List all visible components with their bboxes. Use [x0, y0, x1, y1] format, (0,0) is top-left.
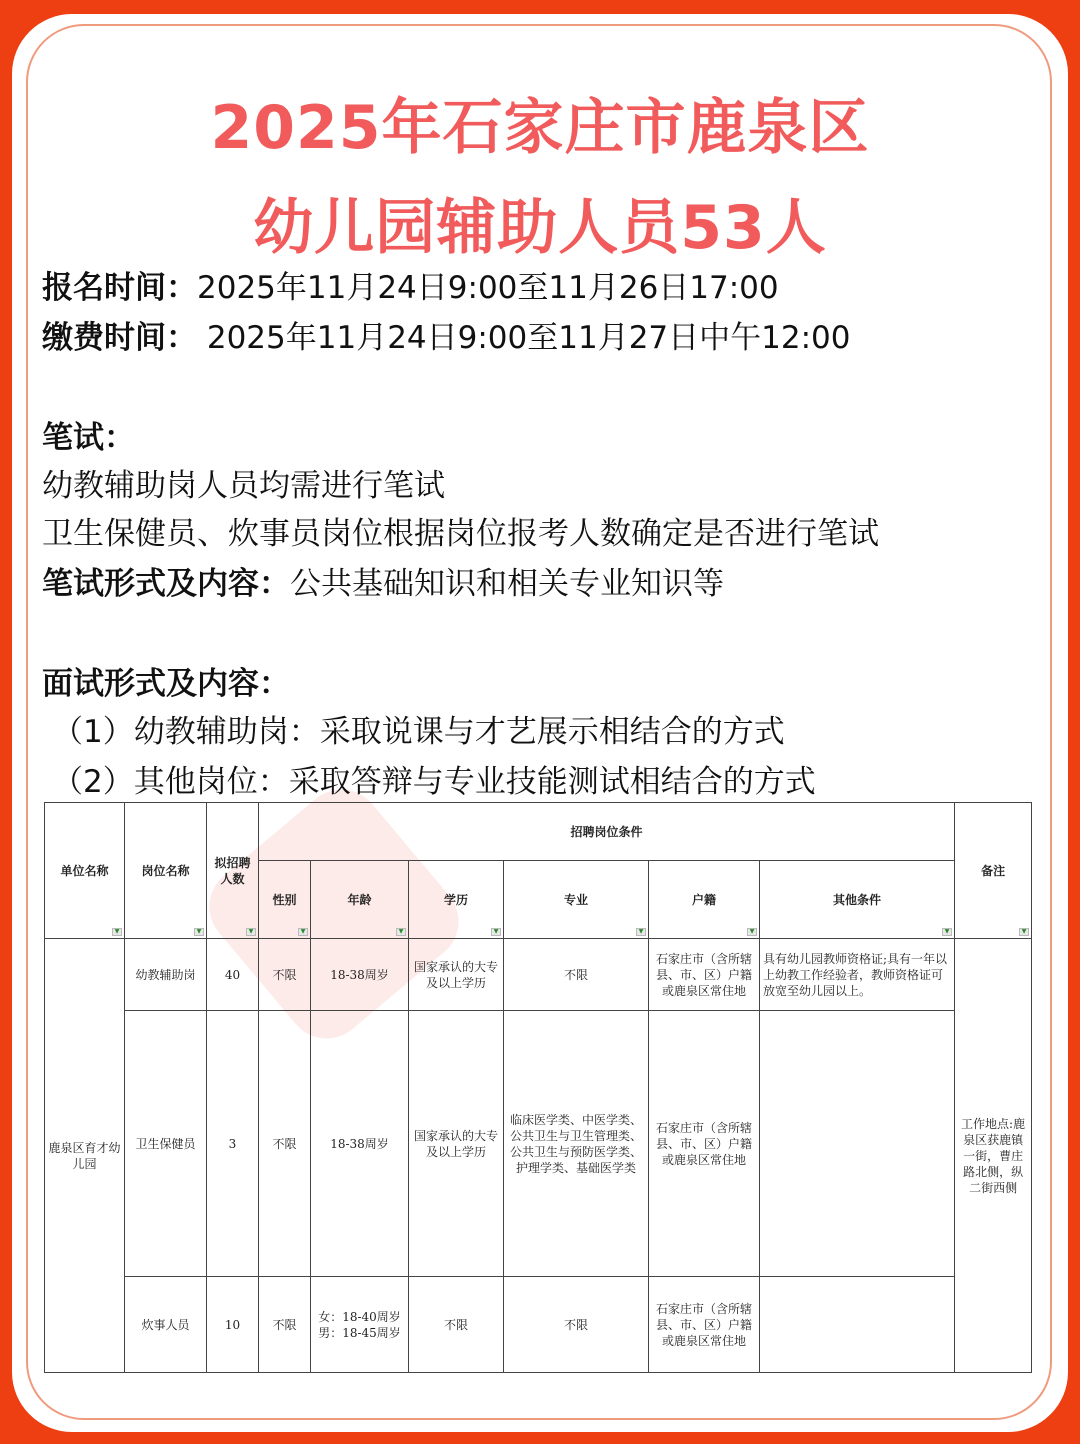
cell-age: 18-38周岁	[311, 939, 409, 1011]
cell-education: 国家承认的大专及以上学历	[409, 1011, 504, 1277]
cell-hukou: 石家庄市（含所辖县、市、区）户籍或鹿泉区常住地	[649, 1277, 760, 1373]
header-education: 学历 ▼	[409, 861, 504, 939]
header-note: 备注 ▼	[955, 803, 1032, 939]
cell-hukou: 石家庄市（含所辖县、市、区）户籍或鹿泉区常住地	[649, 939, 760, 1011]
cell-other: 具有幼儿园教师资格证;具有一年以上幼教工作经验者，教师资格证可放宽至幼儿园以上。	[760, 939, 955, 1011]
cell-major: 不限	[504, 939, 649, 1011]
cell-unit: 鹿泉区育才幼儿园	[45, 939, 125, 1373]
interview-item-2: （2）其他岗位：采取答辩与专业技能测试相结合的方式	[52, 764, 816, 800]
interview-item-1: （1）幼教辅助岗：采取说课与才艺展示相结合的方式	[52, 714, 785, 750]
cell-major: 不限	[504, 1277, 649, 1373]
cell-post: 幼教辅助岗	[125, 939, 207, 1011]
cell-other	[760, 1011, 955, 1277]
cell-gender: 不限	[259, 1277, 311, 1373]
header-major: 专业 ▼	[504, 861, 649, 939]
written-line-2: 卫生保健员、炊事员岗位根据岗位报考人数确定是否进行笔试	[42, 516, 879, 552]
cell-gender: 不限	[259, 939, 311, 1011]
registration-value: 2025年11月24日9:00至11月26日17:00	[197, 270, 779, 306]
header-other: 其他条件 ▼	[760, 861, 955, 939]
cell-count: 3	[207, 1011, 259, 1277]
table-row	[45, 1277, 1032, 1373]
filter-dropdown-icon[interactable]: ▼	[298, 928, 308, 936]
written-form	[42, 558, 724, 603]
header-age: 年龄 ▼	[311, 861, 409, 939]
filter-dropdown-icon[interactable]: ▼	[396, 928, 406, 936]
filter-dropdown-icon[interactable]: ▼	[942, 928, 952, 936]
header-unit: 单位名称 ▼	[45, 803, 125, 939]
header-conditions: 招聘岗位条件	[259, 803, 955, 861]
written-form-label: 笔试形式及内容：	[42, 566, 290, 602]
filter-dropdown-icon[interactable]: ▼	[1019, 928, 1029, 936]
cell-age: 女：18-40周岁 男：18-45周岁	[311, 1277, 409, 1373]
interview-heading: 面试形式及内容：	[42, 666, 290, 702]
cell-count: 10	[207, 1277, 259, 1373]
filter-dropdown-icon[interactable]: ▼	[112, 928, 122, 936]
header-gender: 性别 ▼	[259, 861, 311, 939]
cell-post: 卫生保健员	[125, 1011, 207, 1277]
filter-dropdown-icon[interactable]: ▼	[246, 928, 256, 936]
written-form-value: 公共基础知识和相关专业知识等	[290, 566, 724, 602]
cell-post: 炊事人员	[125, 1277, 207, 1373]
cell-hukou: 石家庄市（含所辖县、市、区）户籍或鹿泉区常住地	[649, 1011, 760, 1277]
cell-education: 不限	[409, 1277, 504, 1373]
cell-gender: 不限	[259, 1011, 311, 1277]
cell-age: 18-38周岁	[311, 1011, 409, 1277]
recruitment-table	[44, 802, 1032, 1373]
filter-dropdown-icon[interactable]: ▼	[747, 928, 757, 936]
written-line-1: 幼教辅助岗人员均需进行笔试	[42, 468, 445, 504]
written-heading: 笔试：	[42, 420, 135, 456]
registration-time	[42, 262, 779, 307]
poster-card	[12, 14, 1068, 1432]
header-count: 拟招聘人数 ▼	[207, 803, 259, 939]
title-line-1: 2025年石家庄市鹿泉区	[210, 93, 870, 163]
filter-dropdown-icon[interactable]: ▼	[194, 928, 204, 936]
title-line-2: 幼儿园辅助人员53人	[253, 193, 827, 263]
registration-label: 报名时间：	[42, 270, 197, 306]
table-row	[45, 1011, 1032, 1277]
filter-dropdown-icon[interactable]: ▼	[636, 928, 646, 936]
cell-count: 40	[207, 939, 259, 1011]
cell-note: 工作地点:鹿泉区获鹿镇一街，曹庄路北侧，纵二街西侧	[955, 939, 1032, 1373]
payment-value: 2025年11月24日9:00至11月27日中午12:00	[197, 320, 851, 356]
cell-other	[760, 1277, 955, 1373]
payment-time	[42, 312, 850, 357]
header-post: 岗位名称 ▼	[125, 803, 207, 939]
payment-label: 缴费时间：	[42, 320, 197, 356]
filter-dropdown-icon[interactable]: ▼	[491, 928, 501, 936]
cell-major: 临床医学类、中医学类、公共卫生与卫生管理类、公共卫生与预防医学类、护理学类、基础医学类	[504, 1011, 649, 1277]
table-row	[45, 939, 1032, 1011]
header-hukou: 户籍 ▼	[649, 861, 760, 939]
cell-education: 国家承认的大专及以上学历	[409, 939, 504, 1011]
